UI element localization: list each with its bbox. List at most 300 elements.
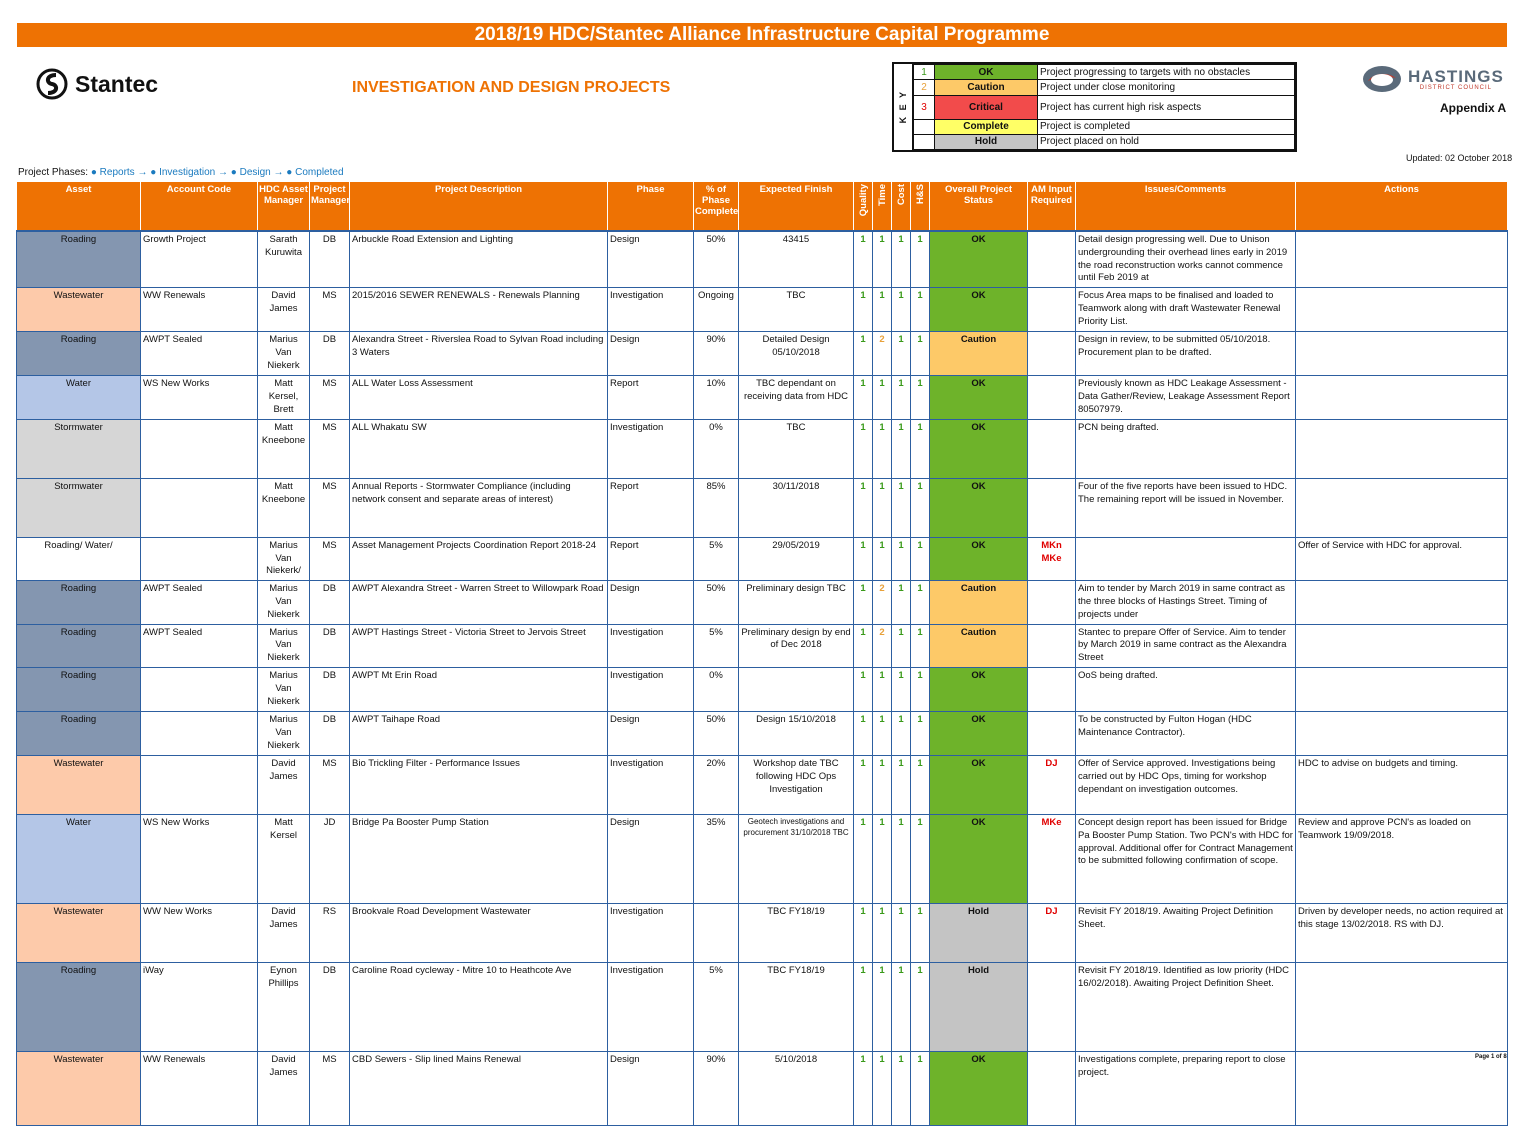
overall-status-cell: OK	[930, 815, 1028, 904]
description-cell: ALL Whakatu SW	[350, 419, 608, 478]
issues-cell: Four of the five reports have been issued to HDC. The remaining report will be issued in November.	[1076, 478, 1296, 537]
actions-cell	[1296, 624, 1508, 667]
am-input-cell	[1028, 288, 1076, 332]
asset-cell: Roading	[17, 332, 141, 376]
key-description: Project placed on hold	[1038, 134, 1295, 149]
key-row	[914, 65, 1295, 80]
hastings-logo	[1362, 64, 1504, 94]
key-status: Caution	[935, 80, 1038, 96]
time-cell: 2	[873, 624, 892, 667]
expected-finish-cell: 5/10/2018	[739, 1052, 854, 1126]
am-input-cell: MKe	[1028, 815, 1076, 904]
stantec-logo-text: Stantec	[75, 70, 159, 97]
page-subtitle: INVESTIGATION AND DESIGN PROJECTS	[352, 79, 671, 96]
key-row	[914, 134, 1295, 149]
hdc-manager-cell: Marius Van Niekerk	[258, 712, 310, 756]
phase-design: Design	[239, 167, 271, 178]
hs-cell: 1	[911, 231, 930, 288]
am-input-cell	[1028, 668, 1076, 712]
expected-finish-cell: TBC FY18/19	[739, 904, 854, 963]
issues-cell: Focus Area maps to be finalised and loaded to Teamwork along with draft Wastewater Renewal Priority List.	[1076, 288, 1296, 332]
am-input-cell	[1028, 1052, 1076, 1126]
issues-cell: Investigations complete, preparing report to close project.	[1076, 1052, 1296, 1126]
arrow-right-icon: → ●	[273, 167, 293, 178]
project-manager-cell: MS	[310, 756, 350, 815]
description-cell: AWPT Mt Erin Road	[350, 668, 608, 712]
table-row	[17, 815, 1508, 904]
quality-cell: 1	[854, 332, 873, 376]
col-hs: H&S	[911, 182, 930, 232]
cost-cell: 1	[892, 668, 911, 712]
cost-cell: 1	[892, 419, 911, 478]
quality-cell: 1	[854, 624, 873, 667]
col-hdc-asset-manager: HDC Asset Manager	[258, 182, 310, 232]
cost-cell: 1	[892, 537, 911, 580]
hdc-manager-cell: Matt Kneebone	[258, 478, 310, 537]
am-input-cell	[1028, 376, 1076, 419]
hdc-manager-cell: Sarath Kuruwita	[258, 231, 310, 288]
col-phase: Phase	[608, 182, 694, 232]
phase-reports: Reports	[99, 167, 135, 178]
overall-status-cell: OK	[930, 756, 1028, 815]
time-cell: 1	[873, 419, 892, 478]
phase-cell: Investigation	[608, 624, 694, 667]
col-project-description: Project Description	[350, 182, 608, 232]
key-description: Project has current high risk aspects	[1038, 96, 1295, 120]
phase-cell: Design	[608, 332, 694, 376]
arrow-right-icon: → ●	[137, 167, 157, 178]
time-cell: 1	[873, 815, 892, 904]
actions-cell: HDC to advise on budgets and timing.	[1296, 756, 1508, 815]
key-status: Hold	[935, 134, 1038, 149]
project-manager-cell: MS	[310, 537, 350, 580]
hdc-manager-cell: Marius Van Niekerk	[258, 624, 310, 667]
expected-finish-cell: Geotech investigations and procurement 31/10/2018 TBC	[739, 815, 854, 904]
hs-cell: 1	[911, 581, 930, 624]
project-manager-cell: DB	[310, 231, 350, 288]
overall-status-cell: OK	[930, 288, 1028, 332]
table-row	[17, 537, 1508, 580]
issues-cell: Concept design report has been issued for Bridge Pa Booster Pump Station. Two PCN's with HDC for approval. Additional offer for Contract Management to be submitted following confirmation of scope.	[1076, 815, 1296, 904]
project-manager-cell: MS	[310, 288, 350, 332]
asset-cell: Wastewater	[17, 1052, 141, 1126]
percent-complete-cell: 0%	[694, 419, 739, 478]
hastings-logo-main: HASTINGS	[1408, 66, 1504, 86]
project-manager-cell: DB	[310, 712, 350, 756]
overall-status-cell: OK	[930, 712, 1028, 756]
col-quality: Quality	[854, 182, 873, 232]
cost-cell: 1	[892, 904, 911, 963]
hdc-manager-cell: Marius Van Niekerk/	[258, 537, 310, 580]
percent-complete-cell: 90%	[694, 332, 739, 376]
project-manager-cell: DB	[310, 332, 350, 376]
col-project-manager: Project Manager	[310, 182, 350, 232]
quality-cell: 1	[854, 419, 873, 478]
account-code-cell	[141, 756, 258, 815]
issues-cell: PCN being drafted.	[1076, 419, 1296, 478]
description-cell: Annual Reports - Stormwater Compliance (including network consent and separate areas of interest)	[350, 478, 608, 537]
stantec-logo	[36, 68, 158, 100]
actions-cell	[1296, 1052, 1508, 1126]
overall-status-cell: Hold	[930, 963, 1028, 1052]
issues-cell: OoS being drafted.	[1076, 668, 1296, 712]
table-row	[17, 419, 1508, 478]
project-manager-cell: DB	[310, 624, 350, 667]
description-cell: CBD Sewers - Slip lined Mains Renewal	[350, 1052, 608, 1126]
key-number	[914, 119, 935, 134]
key-row	[914, 119, 1295, 134]
asset-cell: Roading	[17, 231, 141, 288]
actions-cell	[1296, 963, 1508, 1052]
project-manager-cell: MS	[310, 376, 350, 419]
table-row	[17, 332, 1508, 376]
actions-cell	[1296, 332, 1508, 376]
time-cell: 1	[873, 712, 892, 756]
phase-cell: Report	[608, 376, 694, 419]
issues-cell	[1076, 537, 1296, 580]
phase-cell: Investigation	[608, 904, 694, 963]
cost-cell: 1	[892, 231, 911, 288]
key-status: OK	[935, 65, 1038, 80]
quality-cell: 1	[854, 478, 873, 537]
quality-cell: 1	[854, 231, 873, 288]
expected-finish-cell: 30/11/2018	[739, 478, 854, 537]
phase-cell: Design	[608, 1052, 694, 1126]
description-cell: Brookvale Road Development Wastewater	[350, 904, 608, 963]
expected-finish-cell: TBC dependant on receiving data from HDC	[739, 376, 854, 419]
hs-cell: 1	[911, 376, 930, 419]
phase-cell: Investigation	[608, 668, 694, 712]
cost-cell: 1	[892, 332, 911, 376]
description-cell: 2015/2016 SEWER RENEWALS - Renewals Planning	[350, 288, 608, 332]
quality-cell: 1	[854, 376, 873, 419]
asset-cell: Stormwater	[17, 478, 141, 537]
issues-cell: To be constructed by Fulton Hogan (HDC Maintenance Contractor).	[1076, 712, 1296, 756]
cost-cell: 1	[892, 288, 911, 332]
issues-cell: Aim to tender by March 2019 in same contract as the three blocks of Hastings Street. Timing of projects under	[1076, 581, 1296, 624]
table-row	[17, 376, 1508, 419]
key-description: Project progressing to targets with no obstacles	[1038, 65, 1295, 80]
quality-cell: 1	[854, 756, 873, 815]
issues-cell: Offer of Service approved. Investigations being carried out by HDC Ops, timing for workshop dependant on investigation outcomes.	[1076, 756, 1296, 815]
hs-cell: 1	[911, 904, 930, 963]
account-code-cell: WS New Works	[141, 815, 258, 904]
description-cell: Alexandra Street - Riverslea Road to Sylvan Road including 3 Waters	[350, 332, 608, 376]
overall-status-cell: Caution	[930, 581, 1028, 624]
actions-cell	[1296, 581, 1508, 624]
project-manager-cell: MS	[310, 419, 350, 478]
table-row	[17, 756, 1508, 815]
project-manager-cell: RS	[310, 904, 350, 963]
appendix-label: Appendix A	[1440, 101, 1507, 115]
key-row	[914, 80, 1295, 96]
updated-date: Updated: 02 October 2018	[1406, 153, 1513, 163]
percent-complete-cell: Ongoing	[694, 288, 739, 332]
col-actions: Actions	[1296, 182, 1508, 232]
phase-cell: Investigation	[608, 419, 694, 478]
quality-cell: 1	[854, 581, 873, 624]
asset-cell: Water	[17, 376, 141, 419]
issues-cell: Previously known as HDC Leakage Assessment - Data Gather/Review, Leakage Assessment Report 80507979.	[1076, 376, 1296, 419]
hs-cell: 1	[911, 332, 930, 376]
expected-finish-cell: Preliminary design by end of Dec 2018	[739, 624, 854, 667]
hdc-manager-cell: Marius Van Niekerk	[258, 332, 310, 376]
hs-cell: 1	[911, 288, 930, 332]
expected-finish-cell: TBC FY18/19	[739, 963, 854, 1052]
hs-cell: 1	[911, 419, 930, 478]
hdc-manager-cell: Matt Kersel, Brett	[258, 376, 310, 419]
percent-complete-cell: 5%	[694, 963, 739, 1052]
issues-cell: Revisit FY 2018/19. Awaiting Project Definition Sheet.	[1076, 904, 1296, 963]
time-cell: 1	[873, 478, 892, 537]
percent-complete-cell: 50%	[694, 581, 739, 624]
key-description: Project under close monitoring	[1038, 80, 1295, 96]
description-cell: ALL Water Loss Assessment	[350, 376, 608, 419]
col-time: Time	[873, 182, 892, 232]
actions-cell	[1296, 288, 1508, 332]
time-cell: 1	[873, 288, 892, 332]
percent-complete-cell: 85%	[694, 478, 739, 537]
phase-cell: Investigation	[608, 963, 694, 1052]
col-cost: Cost	[892, 182, 911, 232]
am-input-cell: DJ	[1028, 756, 1076, 815]
phase-cell: Design	[608, 712, 694, 756]
hs-cell: 1	[911, 1052, 930, 1126]
description-cell: Caroline Road cycleway - Mitre 10 to Heathcote Ave	[350, 963, 608, 1052]
status-key	[892, 62, 1297, 152]
account-code-cell: AWPT Sealed	[141, 581, 258, 624]
account-code-cell	[141, 419, 258, 478]
time-cell: 1	[873, 668, 892, 712]
table-row	[17, 288, 1508, 332]
key-row	[914, 96, 1295, 120]
account-code-cell	[141, 712, 258, 756]
hs-cell: 1	[911, 478, 930, 537]
percent-complete-cell: 50%	[694, 712, 739, 756]
overall-status-cell: OK	[930, 668, 1028, 712]
account-code-cell: iWay	[141, 963, 258, 1052]
account-code-cell: WW Renewals	[141, 288, 258, 332]
cost-cell: 1	[892, 624, 911, 667]
percent-complete-cell: 5%	[694, 624, 739, 667]
expected-finish-cell: Workshop date TBC following HDC Ops Investigation	[739, 756, 854, 815]
cost-cell: 1	[892, 963, 911, 1052]
col-expected-finish: Expected Finish	[739, 182, 854, 232]
overall-status-cell: Caution	[930, 332, 1028, 376]
overall-status-cell: OK	[930, 419, 1028, 478]
table-row	[17, 668, 1508, 712]
asset-cell: Roading	[17, 963, 141, 1052]
percent-complete-cell: 50%	[694, 231, 739, 288]
table-row	[17, 581, 1508, 624]
account-code-cell: WW Renewals	[141, 1052, 258, 1126]
expected-finish-cell: 43415	[739, 231, 854, 288]
percent-complete-cell: 35%	[694, 815, 739, 904]
am-input-cell	[1028, 712, 1076, 756]
time-cell: 2	[873, 581, 892, 624]
overall-status-cell: OK	[930, 537, 1028, 580]
key-number: 3	[914, 96, 935, 120]
key-status: Critical	[935, 96, 1038, 120]
hdc-manager-cell: David James	[258, 756, 310, 815]
cost-cell: 1	[892, 1052, 911, 1126]
hs-cell: 1	[911, 756, 930, 815]
asset-cell: Roading	[17, 624, 141, 667]
issues-cell: Stantec to prepare Offer of Service. Aim to tender by March 2019 in same contract as the Alexandra Street	[1076, 624, 1296, 667]
cost-cell: 1	[892, 376, 911, 419]
actions-cell	[1296, 419, 1508, 478]
project-manager-cell: DB	[310, 668, 350, 712]
am-input-cell	[1028, 231, 1076, 288]
project-manager-cell: DB	[310, 963, 350, 1052]
account-code-cell: WW New Works	[141, 904, 258, 963]
actions-cell	[1296, 376, 1508, 419]
quality-cell: 1	[854, 963, 873, 1052]
hs-cell: 1	[911, 537, 930, 580]
hdc-manager-cell: David James	[258, 288, 310, 332]
phase-cell: Design	[608, 581, 694, 624]
percent-complete-cell: 20%	[694, 756, 739, 815]
description-cell: AWPT Taihape Road	[350, 712, 608, 756]
hastings-logo-icon	[1362, 64, 1402, 94]
page-number: Page 1 of 8	[1475, 1054, 1507, 1060]
col-asset: Asset	[17, 182, 141, 232]
description-cell: AWPT Hastings Street - Victoria Street to Jervois Street	[350, 624, 608, 667]
overall-status-cell: Caution	[930, 624, 1028, 667]
asset-cell: Roading/ Water/	[17, 537, 141, 580]
key-number	[914, 134, 935, 149]
project-manager-cell: MS	[310, 478, 350, 537]
projects-table	[16, 181, 1508, 1126]
hdc-manager-cell: Matt Kersel	[258, 815, 310, 904]
key-table	[913, 64, 1295, 150]
expected-finish-cell: Preliminary design TBC	[739, 581, 854, 624]
table-row	[17, 478, 1508, 537]
col-issues-comments: Issues/Comments	[1076, 182, 1296, 232]
quality-cell: 1	[854, 668, 873, 712]
expected-finish-cell: Design 15/10/2018	[739, 712, 854, 756]
am-input-cell	[1028, 332, 1076, 376]
account-code-cell	[141, 668, 258, 712]
phase-investigation: Investigation	[159, 167, 216, 178]
quality-cell: 1	[854, 1052, 873, 1126]
description-cell: AWPT Alexandra Street - Warren Street to Willowpark Road	[350, 581, 608, 624]
project-manager-cell: JD	[310, 815, 350, 904]
col-overall-status: Overall Project Status	[930, 182, 1028, 232]
phase-bullet-icon: ●	[90, 167, 97, 178]
hdc-manager-cell: Matt Kneebone	[258, 419, 310, 478]
hdc-manager-cell: Marius Van Niekerk	[258, 668, 310, 712]
key-number: 1	[914, 65, 935, 80]
hs-cell: 1	[911, 712, 930, 756]
issues-cell: Detail design progressing well. Due to Unison undergrounding their overhead lines early in 2019 the road reconstruction works cannot commence until Feb 2019 at	[1076, 231, 1296, 288]
actions-cell	[1296, 712, 1508, 756]
quality-cell: 1	[854, 288, 873, 332]
hdc-manager-cell: Marius Van Niekerk	[258, 581, 310, 624]
am-input-cell	[1028, 478, 1076, 537]
percent-complete-cell	[694, 904, 739, 963]
description-cell: Asset Management Projects Coordination Report 2018-24	[350, 537, 608, 580]
percent-complete-cell: 10%	[694, 376, 739, 419]
time-cell: 2	[873, 332, 892, 376]
overall-status-cell: Hold	[930, 904, 1028, 963]
actions-cell	[1296, 668, 1508, 712]
hs-cell: 1	[911, 815, 930, 904]
col-am-input: AM Input Required	[1028, 182, 1076, 232]
project-manager-cell: DB	[310, 581, 350, 624]
account-code-cell	[141, 537, 258, 580]
time-cell: 1	[873, 904, 892, 963]
asset-cell: Wastewater	[17, 288, 141, 332]
account-code-cell	[141, 478, 258, 537]
asset-cell: Roading	[17, 712, 141, 756]
account-code-cell: AWPT Sealed	[141, 624, 258, 667]
time-cell: 1	[873, 231, 892, 288]
project-manager-cell: MS	[310, 1052, 350, 1126]
hs-cell: 1	[911, 963, 930, 1052]
issues-cell: Design in review, to be submitted 05/10/2018. Procurement plan to be drafted.	[1076, 332, 1296, 376]
am-input-cell	[1028, 581, 1076, 624]
col-phase-complete: % of Phase Complete	[694, 182, 739, 232]
table-header-row	[17, 182, 1508, 232]
overall-status-cell: OK	[930, 1052, 1028, 1126]
table-row	[17, 904, 1508, 963]
hs-cell: 1	[911, 668, 930, 712]
asset-cell: Wastewater	[17, 756, 141, 815]
time-cell: 1	[873, 1052, 892, 1126]
account-code-cell: Growth Project	[141, 231, 258, 288]
time-cell: 1	[873, 963, 892, 1052]
am-input-cell: MKn MKe	[1028, 537, 1076, 580]
actions-cell: Offer of Service with HDC for approval.	[1296, 537, 1508, 580]
account-code-cell: AWPT Sealed	[141, 332, 258, 376]
expected-finish-cell: 29/05/2019	[739, 537, 854, 580]
phase-cell: Investigation	[608, 756, 694, 815]
project-phases-legend	[18, 167, 344, 178]
phase-cell: Design	[608, 231, 694, 288]
expected-finish-cell: TBC	[739, 288, 854, 332]
table-row	[17, 231, 1508, 288]
asset-cell: Stormwater	[17, 419, 141, 478]
phase-cell: Investigation	[608, 288, 694, 332]
percent-complete-cell: 0%	[694, 668, 739, 712]
phase-cell: Report	[608, 537, 694, 580]
quality-cell: 1	[854, 904, 873, 963]
hdc-manager-cell: David James	[258, 1052, 310, 1126]
quality-cell: 1	[854, 712, 873, 756]
key-status: Complete	[935, 119, 1038, 134]
asset-cell: Roading	[17, 668, 141, 712]
am-input-cell	[1028, 963, 1076, 1052]
expected-finish-cell: Detailed Design 05/10/2018	[739, 332, 854, 376]
table-row	[17, 963, 1508, 1052]
stantec-logo-icon	[36, 68, 68, 100]
actions-cell: Driven by developer needs, no action required at this stage 13/02/2018. RS with DJ.	[1296, 904, 1508, 963]
table-row	[17, 1052, 1508, 1126]
arrow-right-icon: → ●	[218, 167, 237, 178]
col-account-code: Account Code	[141, 182, 258, 232]
am-input-cell	[1028, 419, 1076, 478]
overall-status-cell: OK	[930, 376, 1028, 419]
cost-cell: 1	[892, 815, 911, 904]
percent-complete-cell: 90%	[694, 1052, 739, 1126]
actions-cell	[1296, 478, 1508, 537]
phases-label: Project Phases:	[18, 167, 89, 178]
phase-cell: Design	[608, 815, 694, 904]
cost-cell: 1	[892, 478, 911, 537]
overall-status-cell: OK	[930, 231, 1028, 288]
actions-cell	[1296, 231, 1508, 288]
